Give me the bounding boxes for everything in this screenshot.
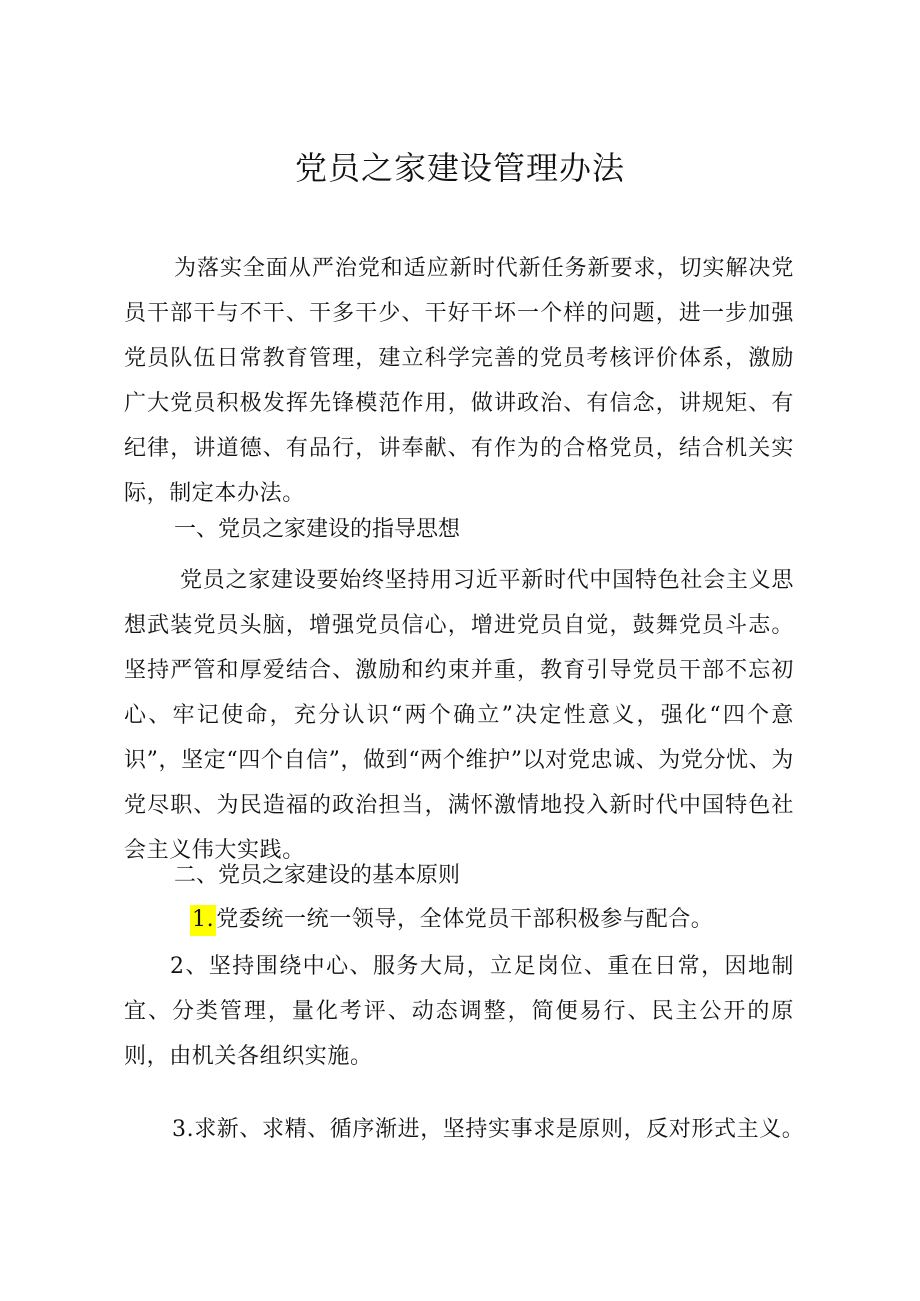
highlighted-item-number: 1. — [190, 905, 216, 936]
section1-paragraph: 党员之家建设要始终坚持用习近平新时代中国特色社会主义思想武装党员头脑，增强党员信心，增进党员自觉，鼓舞党员斗志。坚持严管和厚爱结合、激励和约束并重，教育引导党员干部不忘初心、牢记使命，充分认识“两个确立”决定性意义，强化“四个意识”，坚定“四个自信”，做到“两个维护”以对党忠诚、为党分忧、为党尽职、为民造福的政治担当，满怀激情地投入新时代中国特色社会主义伟大实践。 — [124, 568, 794, 863]
section2-heading: 二、党员之家建设的基本原则 — [174, 863, 461, 888]
principle-item-1 — [190, 900, 713, 940]
principle-item-1-text: 党委统一统一领导，全体党员干部积极参与配合。 — [216, 907, 714, 932]
principle-item-3: 3.求新、求精、循序渐进，坚持实事求是原则，反对形式主义。 — [172, 1117, 805, 1142]
principle-item-2: 2、坚持围绕中心、服务大局，立足岗位、重在日常，因地制宜、分类管理，量化考评、动态调整，简便易行、民主公开的原则，由机关各组织实施。 — [124, 954, 794, 1069]
section1-heading: 一、党员之家建设的指导思想 — [174, 517, 461, 542]
document-title: 党员之家建设管理办法 — [294, 149, 625, 187]
intro-paragraph: 为落实全面从严治党和适应新时代新任务新要求，切实解决党员干部干与不干、干多干少、干好干坏一个样的问题，进一步加强党员队伍日常教育管理，建立科学完善的党员考核评价体系，激励广大党员积极发挥先锋模范作用，做讲政治、有信念，讲规矩、有纪律，讲道德、有品行，讲奉献、有作为的合格党员，结合机关实际，制定本办法。 — [124, 256, 794, 506]
